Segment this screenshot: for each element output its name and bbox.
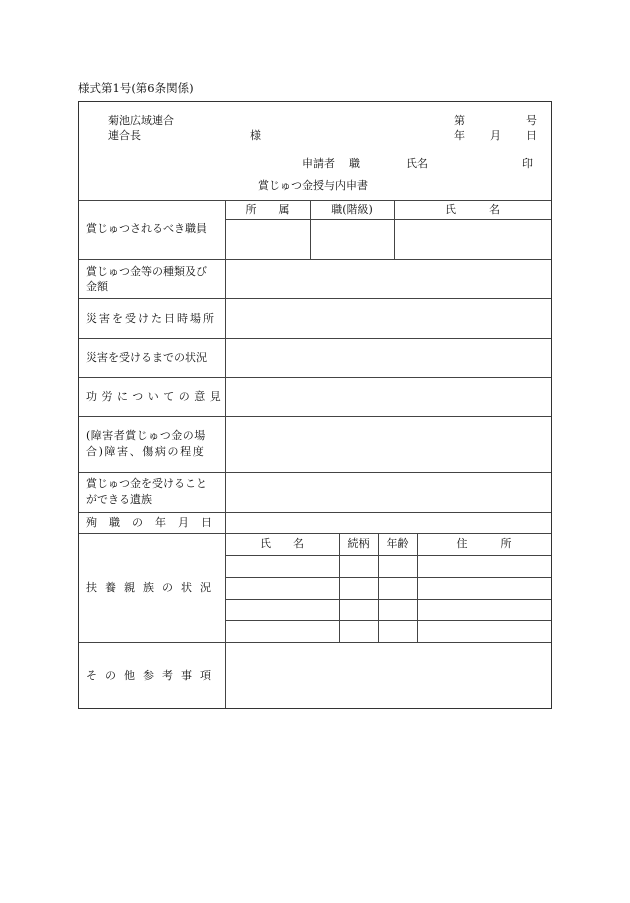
disaster-situation-label: 災害を受けるまでの状況 (86, 351, 207, 364)
other-notes-field[interactable] (226, 643, 551, 708)
number-suffix: 号 (526, 114, 537, 127)
col-age: 年齢 (386, 537, 409, 550)
date-day: 日 (526, 129, 537, 142)
form-number: 様式第1号(第6条関係) (78, 81, 194, 95)
dependents-label: 扶養親族の状況 (86, 581, 219, 594)
col-dependent-name: 氏 名 (260, 537, 304, 550)
disaster-situation-field[interactable] (226, 339, 551, 377)
award-type-field[interactable] (226, 260, 551, 298)
award-type-label-line2: 金額 (86, 280, 108, 293)
number-prefix: 第 (454, 114, 465, 127)
date-month: 月 (490, 129, 501, 142)
addressee-title: 連合長 (108, 129, 141, 142)
position-field[interactable] (311, 220, 394, 259)
death-date-field[interactable] (226, 513, 551, 533)
disaster-datetime-label: 災害を受けた日時場所 (86, 312, 216, 325)
merit-opinion-field[interactable] (226, 378, 551, 416)
date-year: 年 (454, 129, 465, 142)
bereaved-label-line1: 賞じゅつ金を受けること (86, 477, 207, 490)
applicant-label: 申請者 (302, 157, 335, 170)
death-date-label: 殉職の年月日 (86, 516, 224, 529)
employee-name-field[interactable] (395, 220, 551, 259)
col-position: 職(階級) (331, 203, 373, 216)
seal-mark: 印 (522, 157, 533, 170)
award-type-label-line1: 賞じゅつ金等の種類及び (86, 265, 207, 278)
merit-opinion-label: 功労についての意見 (86, 390, 226, 403)
affiliation-field[interactable] (226, 220, 310, 259)
bereaved-label-line2: ができる遺族 (86, 493, 152, 506)
position-label: 職 (349, 157, 360, 170)
honorific: 様 (250, 129, 261, 142)
col-relation: 続柄 (347, 537, 370, 550)
name-label: 氏名 (406, 157, 428, 170)
addressee-org: 菊池広域連合 (108, 114, 174, 127)
col-affiliation: 所 属 (245, 203, 290, 216)
bereaved-field[interactable] (226, 473, 551, 512)
application-form (78, 101, 552, 709)
disability-field[interactable] (226, 417, 551, 472)
dependents-entries[interactable] (226, 556, 551, 642)
col-address: 住 所 (456, 537, 512, 550)
document-number-field[interactable] (472, 112, 522, 128)
disaster-datetime-field[interactable] (226, 299, 551, 338)
form-title: 賞じゅつ金授与内申書 (258, 179, 368, 192)
disability-label-line2: 合)障害、傷病の程度 (86, 445, 206, 458)
other-notes-label: その他参考事項 (86, 669, 219, 682)
employee-row-label: 賞じゅつされるべき職員 (86, 222, 207, 235)
col-employee-name: 氏 名 (445, 203, 500, 216)
disability-label-line1: (障害者賞じゅつ金の場 (86, 429, 206, 442)
